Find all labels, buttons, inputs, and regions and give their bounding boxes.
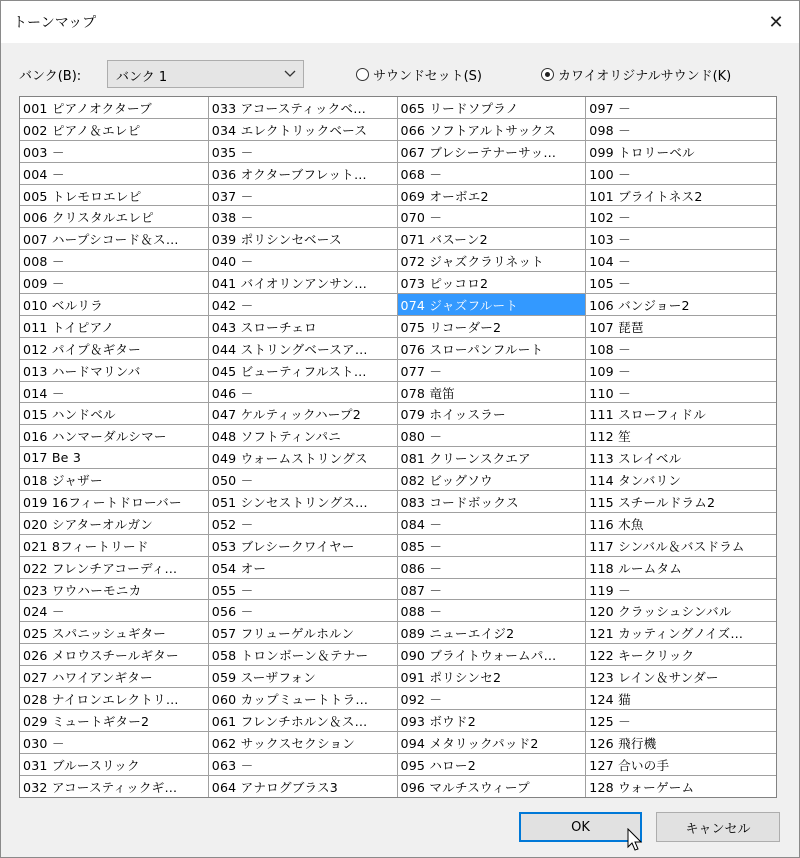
tone-cell[interactable]: 071 バスーン2	[398, 228, 586, 250]
tone-cell[interactable]: 060 カップミュートトラ…	[209, 688, 397, 710]
tone-cell[interactable]: 099 トロリーベル	[586, 141, 776, 163]
title-bar	[1, 1, 799, 43]
tone-cell[interactable]: 010 ベルリラ	[20, 294, 208, 316]
tone-cell[interactable]: 040 －	[209, 250, 397, 272]
tone-cell[interactable]: 119 －	[586, 579, 776, 601]
tone-column	[20, 97, 209, 797]
tone-cell[interactable]: 011 トイピアノ	[20, 316, 208, 338]
tone-cell[interactable]: 096 マルチスウィープ	[400, 780, 530, 796]
tone-cell[interactable]: 048 ソフトティンパニ	[209, 425, 397, 447]
cancel-button[interactable]	[656, 812, 780, 842]
radio-sound-set[interactable]	[356, 65, 482, 84]
tone-cell[interactable]: 111 スローフィドル	[586, 403, 776, 425]
tone-cell[interactable]: 090 ブライトウォームパ…	[398, 644, 586, 666]
tone-cell[interactable]: 022 フレンチアコーディ…	[20, 557, 208, 579]
tone-cell[interactable]: 123 レイン＆サンダー	[586, 666, 776, 688]
cancel-button-label: キャンセル	[685, 821, 751, 837]
tone-cell[interactable]: 124 猫	[586, 688, 776, 710]
tone-cell[interactable]: 098 －	[586, 119, 776, 141]
tone-cell[interactable]: 025 スパニッシュギター	[20, 622, 208, 644]
tone-cell[interactable]: 042 －	[209, 294, 397, 316]
tone-cell[interactable]: 072 ジャズクラリネット	[398, 250, 586, 272]
tone-cell[interactable]: 034 エレクトリックベース	[209, 119, 397, 141]
tone-cell[interactable]: 057 フリューゲルホルン	[209, 622, 397, 644]
tone-cell[interactable]: 076 スローパンフルート	[398, 338, 586, 360]
tone-cell[interactable]: 027 ハワイアンギター	[20, 666, 208, 688]
tone-cell[interactable]: 019 16フィートドローバー	[20, 491, 208, 513]
tone-cell[interactable]: 045 ビューティフルスト…	[209, 360, 397, 382]
tone-cell[interactable]: 069 オーボエ2	[398, 185, 586, 207]
tone-cell[interactable]: 058 トロンボーン＆テナー	[209, 644, 397, 666]
tone-cell[interactable]: 097 －	[586, 97, 776, 119]
tone-cell[interactable]: 066 ソフトアルトサックス	[398, 119, 586, 141]
close-icon: ✕	[768, 11, 784, 33]
tone-cell[interactable]: 086 －	[398, 557, 586, 579]
tone-cell[interactable]: 009 －	[20, 272, 208, 294]
tone-cell[interactable]: 107 琵琶	[586, 316, 776, 338]
tone-cell[interactable]: 012 パイプ＆ギター	[20, 338, 208, 360]
tone-cell[interactable]: 033 アコースティックベ…	[209, 97, 397, 119]
tone-column	[398, 97, 587, 797]
tone-cell[interactable]: 064 アナログブラス3	[211, 780, 338, 796]
tone-cell[interactable]: 091 ポリシンセ2	[398, 666, 586, 688]
tone-cell[interactable]: 103 －	[586, 228, 776, 250]
tone-cell[interactable]: 100 －	[586, 163, 776, 185]
bank-select-value: バンク 1	[116, 70, 168, 85]
radio-kawai-original[interactable]	[541, 65, 731, 84]
tone-cell[interactable]: 112 笙	[586, 425, 776, 447]
tone-cell[interactable]: 018 ジャザー	[20, 469, 208, 491]
tone-cell[interactable]: 036 オクターブフレット…	[209, 163, 397, 185]
tone-cell[interactable]: 077 －	[398, 360, 586, 382]
tone-cell[interactable]: 035 －	[209, 141, 397, 163]
tone-cell[interactable]: 105 －	[586, 272, 776, 294]
tone-cell[interactable]: 061 フレンチホルン＆ス…	[209, 710, 397, 732]
tone-cell[interactable]: 104 －	[586, 250, 776, 272]
tone-cell[interactable]: 053 ブレシークワイヤー	[209, 535, 397, 557]
tone-cell[interactable]: 125 －	[586, 710, 776, 732]
tone-cell[interactable]: 095 ハロー2	[398, 754, 586, 776]
tone-cell[interactable]: 003 －	[20, 141, 208, 163]
tone-cell[interactable]: 085 －	[398, 535, 586, 557]
tone-cell[interactable]: 039 ポリシンセベース	[209, 228, 397, 250]
tone-cell[interactable]: 007 ハープシコード＆ス…	[20, 228, 208, 250]
radio-button-icon	[356, 68, 369, 81]
tone-cell[interactable]: 015 ハンドベル	[20, 403, 208, 425]
tone-cell[interactable]: 038 －	[209, 206, 397, 228]
tone-cell[interactable]: 117 シンバル＆バスドラム	[586, 535, 776, 557]
tone-cell[interactable]: 002 ピアノ＆エレピ	[20, 119, 208, 141]
tone-cell[interactable]: 118 ルームタム	[586, 557, 776, 579]
tone-cell[interactable]: 008 －	[20, 250, 208, 272]
tone-cell[interactable]: 004 －	[20, 163, 208, 185]
tone-cell[interactable]: 078 竜笛	[398, 382, 586, 404]
tone-cell[interactable]: 115 スチールドラム2	[586, 491, 776, 513]
tone-cell[interactable]: 023 ワウハーモニカ	[20, 579, 208, 601]
tone-cell[interactable]: 070 －	[398, 206, 586, 228]
tone-cell[interactable]: 032 アコースティックギ…	[23, 780, 178, 796]
tone-cell[interactable]: 006 クリスタルエレピ	[20, 206, 208, 228]
tone-cell[interactable]: 116 木魚	[586, 513, 776, 535]
tone-cell[interactable]: 047 ケルティックハープ2	[209, 403, 397, 425]
tone-cell[interactable]: 026 メロウスチールギター	[20, 644, 208, 666]
tone-cell[interactable]: 102 －	[586, 206, 776, 228]
tone-cell[interactable]: 028 ナイロンエレクトリ…	[20, 688, 208, 710]
mouse-pointer-icon	[627, 828, 643, 856]
tone-cell[interactable]: 080 －	[398, 425, 586, 447]
tone-cell[interactable]: 021 8フィートリード	[20, 535, 208, 557]
close-button[interactable]	[761, 7, 791, 37]
tone-cell[interactable]: 065 リードソプラノ	[398, 97, 586, 119]
tone-cell[interactable]: 063 －	[209, 754, 397, 776]
tone-cell[interactable]: 106 バンジョー2	[586, 294, 776, 316]
tone-cell[interactable]: 024 －	[20, 600, 208, 622]
tone-cell[interactable]: 121 カッティングノイズ…	[586, 622, 776, 644]
ok-button-label: OK	[571, 819, 590, 835]
tone-cell[interactable]: 031 ブルースリック	[20, 754, 208, 776]
tone-cell[interactable]: 068 －	[398, 163, 586, 185]
tone-cell[interactable]: 067 ブレシーテナーサッ…	[398, 141, 586, 163]
tone-cell[interactable]: 082 ビッグソウ	[398, 469, 586, 491]
tone-cell[interactable]: 081 クリーンスクエア	[398, 447, 586, 469]
tone-cell[interactable]: 088 －	[398, 600, 586, 622]
tone-cell[interactable]: 016 ハンマーダルシマー	[20, 425, 208, 447]
tone-cell[interactable]: 054 オー	[209, 557, 397, 579]
tone-cell[interactable]: 087 －	[398, 579, 586, 601]
tone-cell[interactable]: 056 －	[209, 600, 397, 622]
tone-cell[interactable]: 062 サックスセクション	[209, 732, 397, 754]
tone-cell[interactable]: 049 ウォームストリングス	[209, 447, 397, 469]
tone-column	[586, 97, 776, 797]
tone-cell[interactable]: 126 飛行機	[586, 732, 776, 754]
tone-cell[interactable]: 059 スーザフォン	[209, 666, 397, 688]
tone-cell[interactable]: 109 －	[586, 360, 776, 382]
tone-cell[interactable]: 046 －	[209, 382, 397, 404]
tone-cell[interactable]: 013 ハードマリンバ	[20, 360, 208, 382]
tone-cell[interactable]: 092 －	[398, 688, 586, 710]
tone-cell[interactable]: 041 バイオリンアンサン…	[209, 272, 397, 294]
tone-cell[interactable]: 079 ホイッスラー	[398, 403, 586, 425]
tone-cell[interactable]: 128 ウォーゲーム	[589, 780, 695, 796]
bank-label: バンク(B):	[19, 69, 82, 84]
bank-select[interactable]	[107, 60, 304, 88]
tone-cell[interactable]: 127 合いの手	[586, 754, 776, 776]
tone-cell[interactable]: 020 シアターオルガン	[20, 513, 208, 535]
tone-cell[interactable]: 043 スローチェロ	[209, 316, 397, 338]
tone-cell[interactable]: 017 Be 3	[20, 447, 208, 469]
tone-cell[interactable]: 122 キークリック	[586, 644, 776, 666]
tone-cell[interactable]: 055 －	[209, 579, 397, 601]
tone-cell[interactable]: 074 ジャズフルート	[398, 294, 586, 316]
tone-cell[interactable]: 084 －	[398, 513, 586, 535]
tone-cell[interactable]: 110 －	[586, 382, 776, 404]
tone-cell[interactable]: 093 ボウド2	[398, 710, 586, 732]
tone-cell[interactable]: 120 クラッシュシンバル	[586, 600, 776, 622]
window-title: トーンマップ	[13, 15, 97, 31]
tone-cell[interactable]: 108 －	[586, 338, 776, 360]
tone-cell[interactable]: 114 タンバリン	[586, 469, 776, 491]
tone-cell[interactable]: 050 －	[209, 469, 397, 491]
tone-cell[interactable]: 051 シンセストリングス…	[209, 491, 397, 513]
tone-cell[interactable]: 014 －	[20, 382, 208, 404]
tone-cell[interactable]: 073 ピッコロ2	[398, 272, 586, 294]
radio-sound-set-label: サウンドセット(S)	[373, 69, 483, 84]
chevron-down-icon	[284, 67, 296, 81]
radio-kawai-original-label: カワイオリジナルサウンド(K)	[558, 69, 732, 84]
tone-cell[interactable]: 044 ストリングベースア…	[209, 338, 397, 360]
tone-cell[interactable]: 089 ニューエイジ2	[398, 622, 586, 644]
tone-cell[interactable]: 094 メタリックパッド2	[398, 732, 586, 754]
tone-cell[interactable]: 001 ピアノオクターブ	[20, 97, 208, 119]
ok-button[interactable]	[519, 812, 642, 842]
tone-list-grid	[19, 96, 777, 798]
tone-cell[interactable]: 030 －	[20, 732, 208, 754]
tone-cell[interactable]: 052 －	[209, 513, 397, 535]
tone-cell[interactable]: 113 スレイベル	[586, 447, 776, 469]
tone-cell[interactable]: 005 トレモロエレピ	[20, 185, 208, 207]
tone-cell[interactable]: 075 リコーダー2	[398, 316, 586, 338]
tone-cell[interactable]: 029 ミュートギター2	[20, 710, 208, 732]
tone-cell[interactable]: 083 コードボックス	[398, 491, 586, 513]
tone-cell[interactable]: 037 －	[209, 185, 397, 207]
radio-button-checked-icon	[541, 68, 554, 81]
tone-column	[209, 97, 398, 797]
tone-cell[interactable]: 101 ブライトネス2	[586, 185, 776, 207]
